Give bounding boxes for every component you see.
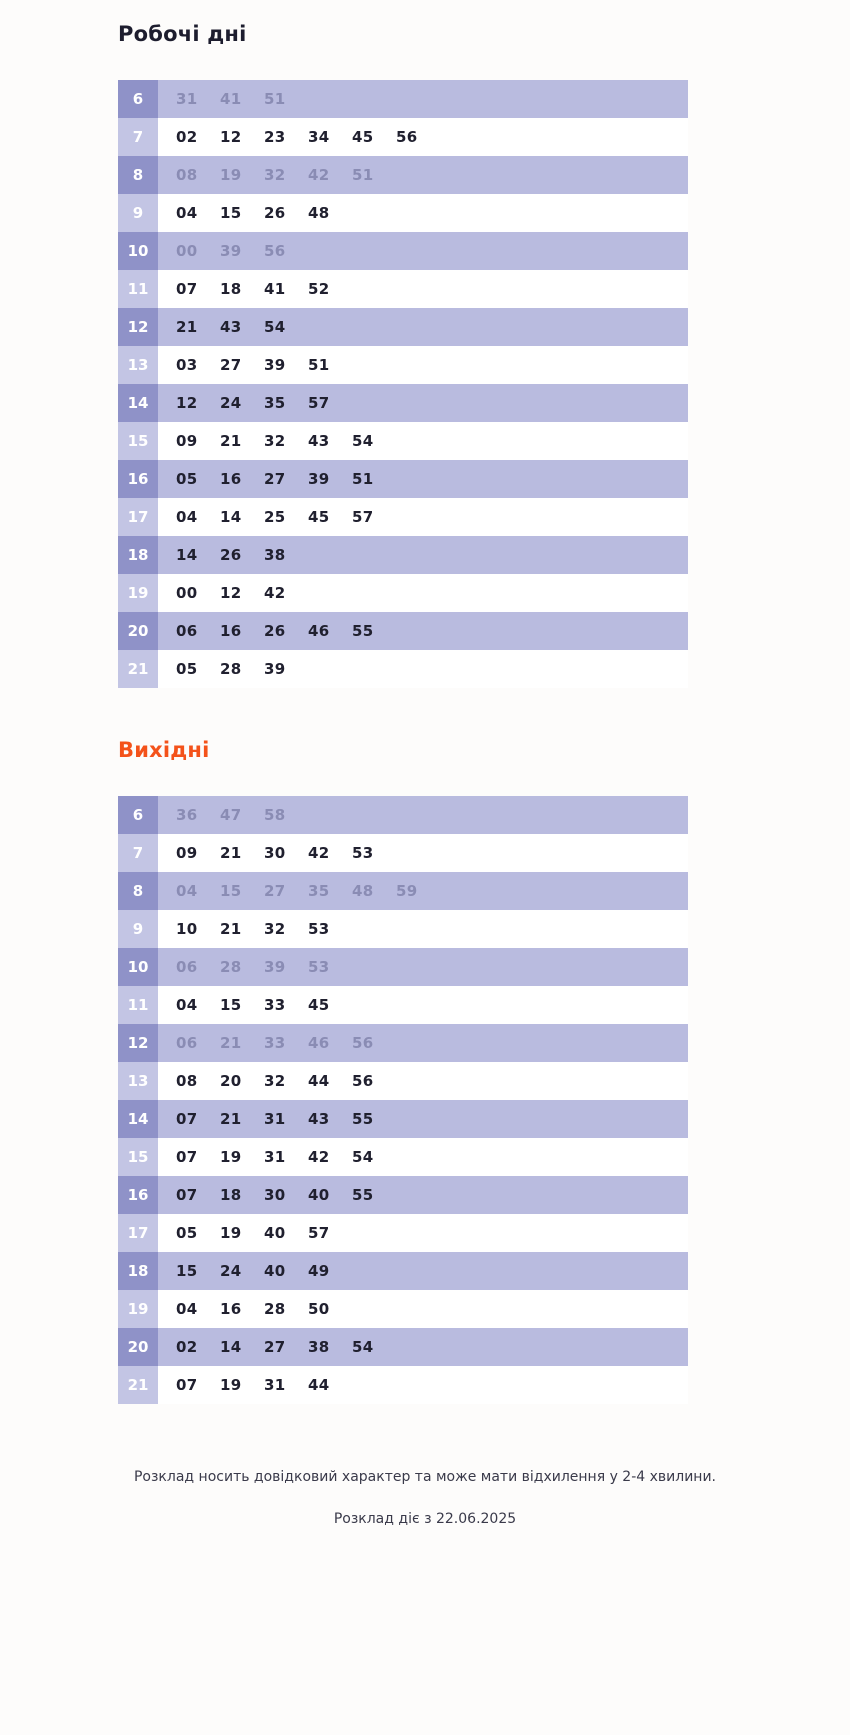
hour-cell: 8 [118,156,158,194]
departure-minute: 12 [220,128,242,146]
departure-minute: 27 [264,882,286,900]
departure-minute: 05 [176,660,198,678]
table-row [118,536,688,574]
hour-cell: 14 [118,384,158,422]
table-row [118,1214,688,1252]
departure-minute: 39 [220,242,242,260]
departure-minute: 14 [220,1338,242,1356]
departure-minute: 30 [264,1186,286,1204]
minutes-cell [158,1366,688,1404]
departure-minute: 56 [352,1072,374,1090]
departure-minute: 48 [352,882,374,900]
departure-minute: 44 [308,1376,330,1394]
departure-minute: 14 [220,508,242,526]
departure-minute: 07 [176,1110,198,1128]
hour-cell: 11 [118,986,158,1024]
departure-minute: 42 [264,584,286,602]
weekend-section-title: Вихідні [118,738,210,762]
departure-minute: 09 [176,844,198,862]
departure-minute: 45 [352,128,374,146]
minutes-cell [158,872,688,910]
departure-minute: 53 [308,958,330,976]
hour-cell: 14 [118,1100,158,1138]
hour-cell: 6 [118,796,158,834]
departure-minute: 45 [308,996,330,1014]
departure-minute: 41 [220,90,242,108]
departure-minute: 54 [352,1338,374,1356]
departure-minute: 32 [264,1072,286,1090]
departure-minute: 33 [264,996,286,1014]
departure-minute: 08 [176,1072,198,1090]
table-row [118,574,688,612]
departure-minute: 28 [220,660,242,678]
departure-minute: 34 [308,128,330,146]
departure-minute: 51 [352,470,374,488]
minutes-cell [158,574,688,612]
table-row [118,872,688,910]
minutes-cell [158,384,688,422]
minutes-cell [158,1328,688,1366]
minutes-cell [158,650,688,688]
departure-minute: 43 [220,318,242,336]
departure-minute: 05 [176,1224,198,1242]
departure-minute: 40 [264,1262,286,1280]
departure-minute: 27 [264,470,286,488]
departure-minute: 16 [220,622,242,640]
table-row [118,796,688,834]
departure-minute: 25 [264,508,286,526]
minutes-cell [158,834,688,872]
footer-note: Розклад носить довідковий характер та може мати відхилення у 2-4 хвилини. [133,1469,717,1485]
departure-minute: 12 [220,584,242,602]
hour-cell: 8 [118,872,158,910]
departure-minute: 39 [264,660,286,678]
hour-cell: 13 [118,346,158,384]
table-row [118,910,688,948]
hour-cell: 9 [118,910,158,948]
departure-minute: 54 [352,432,374,450]
departure-minute: 51 [308,356,330,374]
departure-minute: 02 [176,1338,198,1356]
departure-minute: 46 [308,622,330,640]
departure-minute: 39 [308,470,330,488]
departure-minute: 04 [176,996,198,1014]
minutes-cell [158,1176,688,1214]
table-row [118,1062,688,1100]
minutes-cell [158,80,688,118]
table-row [118,1328,688,1366]
departure-minute: 07 [176,1376,198,1394]
departure-minute: 51 [352,166,374,184]
departure-minute: 46 [308,1034,330,1052]
table-row [118,1024,688,1062]
minutes-cell [158,346,688,384]
departure-minute: 57 [352,508,374,526]
table-row [118,384,688,422]
departure-minute: 00 [176,584,198,602]
departure-minute: 31 [264,1110,286,1128]
departure-minute: 44 [308,1072,330,1090]
minutes-cell [158,796,688,834]
hour-cell: 15 [118,422,158,460]
departure-minute: 04 [176,1300,198,1318]
departure-minute: 21 [220,844,242,862]
departure-minute: 03 [176,356,198,374]
departure-minute: 55 [352,622,374,640]
departure-minute: 47 [220,806,242,824]
weekday-schedule-table [118,80,688,688]
departure-minute: 05 [176,470,198,488]
departure-minute: 45 [308,508,330,526]
departure-minute: 55 [352,1186,374,1204]
table-row [118,1100,688,1138]
departure-minute: 10 [176,920,198,938]
hour-cell: 17 [118,1214,158,1252]
departure-minute: 19 [220,1376,242,1394]
departure-minute: 31 [264,1148,286,1166]
departure-minute: 20 [220,1072,242,1090]
departure-minute: 18 [220,1186,242,1204]
minutes-cell [158,1252,688,1290]
departure-minute: 06 [176,958,198,976]
departure-minute: 19 [220,166,242,184]
minutes-cell [158,1214,688,1252]
hour-cell: 21 [118,650,158,688]
departure-minute: 04 [176,508,198,526]
hour-cell: 16 [118,1176,158,1214]
departure-minute: 59 [396,882,418,900]
weekday-section [0,0,850,688]
table-row [118,460,688,498]
departure-minute: 00 [176,242,198,260]
weekend-section [0,730,850,1404]
departure-minute: 41 [264,280,286,298]
hour-cell: 7 [118,834,158,872]
departure-minute: 40 [308,1186,330,1204]
departure-minute: 16 [220,470,242,488]
minutes-cell [158,422,688,460]
departure-minute: 42 [308,1148,330,1166]
minutes-cell [158,1290,688,1328]
departure-minute: 38 [264,546,286,564]
departure-minute: 15 [220,996,242,1014]
minutes-cell [158,118,688,156]
hour-cell: 10 [118,948,158,986]
departure-minute: 14 [176,546,198,564]
departure-minute: 55 [352,1110,374,1128]
table-row [118,498,688,536]
departure-minute: 56 [352,1034,374,1052]
minutes-cell [158,1062,688,1100]
hour-cell: 17 [118,498,158,536]
departure-minute: 07 [176,1186,198,1204]
departure-minute: 04 [176,882,198,900]
departure-minute: 26 [220,546,242,564]
table-row [118,986,688,1024]
hour-cell: 20 [118,1328,158,1366]
departure-minute: 35 [308,882,330,900]
departure-minute: 15 [220,882,242,900]
departure-minute: 23 [264,128,286,146]
departure-minute: 24 [220,394,242,412]
departure-minute: 27 [264,1338,286,1356]
departure-minute: 30 [264,844,286,862]
table-row [118,270,688,308]
minutes-cell [158,536,688,574]
table-row [118,1252,688,1290]
minutes-cell [158,460,688,498]
hour-cell: 18 [118,1252,158,1290]
weekday-section-title: Робочі дні [118,22,247,46]
minutes-cell [158,1138,688,1176]
minutes-cell [158,498,688,536]
departure-minute: 21 [220,1034,242,1052]
departure-minute: 54 [264,318,286,336]
departure-minute: 16 [220,1300,242,1318]
departure-minute: 35 [264,394,286,412]
hour-cell: 16 [118,460,158,498]
section-spacer [0,688,850,730]
departure-minute: 53 [352,844,374,862]
table-row [118,422,688,460]
departure-minute: 56 [264,242,286,260]
hour-cell: 12 [118,308,158,346]
departure-minute: 53 [308,920,330,938]
hour-cell: 9 [118,194,158,232]
departure-minute: 32 [264,920,286,938]
hour-cell: 18 [118,536,158,574]
departure-minute: 31 [264,1376,286,1394]
minutes-cell [158,948,688,986]
table-row [118,650,688,688]
departure-minute: 39 [264,356,286,374]
minutes-cell [158,612,688,650]
departure-minute: 08 [176,166,198,184]
departure-minute: 57 [308,1224,330,1242]
departure-minute: 56 [396,128,418,146]
departure-minute: 21 [220,1110,242,1128]
hour-cell: 7 [118,118,158,156]
weekend-schedule-table [118,796,688,1404]
departure-minute: 26 [264,204,286,222]
departure-minute: 18 [220,280,242,298]
departure-minute: 31 [176,90,198,108]
departure-minute: 19 [220,1224,242,1242]
minutes-cell [158,270,688,308]
departure-minute: 54 [352,1148,374,1166]
departure-minute: 58 [264,806,286,824]
table-row [118,834,688,872]
departure-minute: 39 [264,958,286,976]
departure-minute: 51 [264,90,286,108]
departure-minute: 50 [308,1300,330,1318]
departure-minute: 40 [264,1224,286,1242]
table-row [118,948,688,986]
table-row [118,612,688,650]
departure-minute: 43 [308,1110,330,1128]
table-row [118,1366,688,1404]
departure-minute: 52 [308,280,330,298]
departure-minute: 15 [176,1262,198,1280]
hour-cell: 19 [118,574,158,612]
departure-minute: 28 [220,958,242,976]
table-row [118,80,688,118]
hour-cell: 21 [118,1366,158,1404]
departure-minute: 21 [220,432,242,450]
footer [0,1466,850,1531]
departure-minute: 48 [308,204,330,222]
table-row [118,232,688,270]
departure-minute: 49 [308,1262,330,1280]
departure-minute: 12 [176,394,198,412]
hour-cell: 11 [118,270,158,308]
departure-minute: 24 [220,1262,242,1280]
departure-minute: 28 [264,1300,286,1318]
departure-minute: 32 [264,166,286,184]
departure-minute: 04 [176,204,198,222]
departure-minute: 42 [308,166,330,184]
departure-minute: 42 [308,844,330,862]
hour-cell: 20 [118,612,158,650]
table-row [118,308,688,346]
minutes-cell [158,156,688,194]
departure-minute: 07 [176,1148,198,1166]
table-row [118,194,688,232]
table-row [118,346,688,384]
hour-cell: 19 [118,1290,158,1328]
table-row [118,1176,688,1214]
departure-minute: 43 [308,432,330,450]
hour-cell: 6 [118,80,158,118]
minutes-cell [158,308,688,346]
departure-minute: 15 [220,204,242,222]
table-row [118,1138,688,1176]
departure-minute: 57 [308,394,330,412]
departure-minute: 06 [176,622,198,640]
departure-minute: 27 [220,356,242,374]
departure-minute: 21 [220,920,242,938]
table-row [118,156,688,194]
departure-minute: 33 [264,1034,286,1052]
footer-valid-from: Розклад діє з 22.06.2025 [333,1511,517,1528]
departure-minute: 26 [264,622,286,640]
departure-minute: 38 [308,1338,330,1356]
table-row [118,1290,688,1328]
departure-minute: 07 [176,280,198,298]
departure-minute: 09 [176,432,198,450]
minutes-cell [158,1024,688,1062]
departure-minute: 32 [264,432,286,450]
departure-minute: 21 [176,318,198,336]
minutes-cell [158,232,688,270]
minutes-cell [158,194,688,232]
hour-cell: 13 [118,1062,158,1100]
hour-cell: 15 [118,1138,158,1176]
departure-minute: 36 [176,806,198,824]
table-row [118,118,688,156]
hour-cell: 10 [118,232,158,270]
departure-minute: 02 [176,128,198,146]
departure-minute: 19 [220,1148,242,1166]
departure-minute: 06 [176,1034,198,1052]
hour-cell: 12 [118,1024,158,1062]
minutes-cell [158,986,688,1024]
minutes-cell [158,1100,688,1138]
minutes-cell [158,910,688,948]
